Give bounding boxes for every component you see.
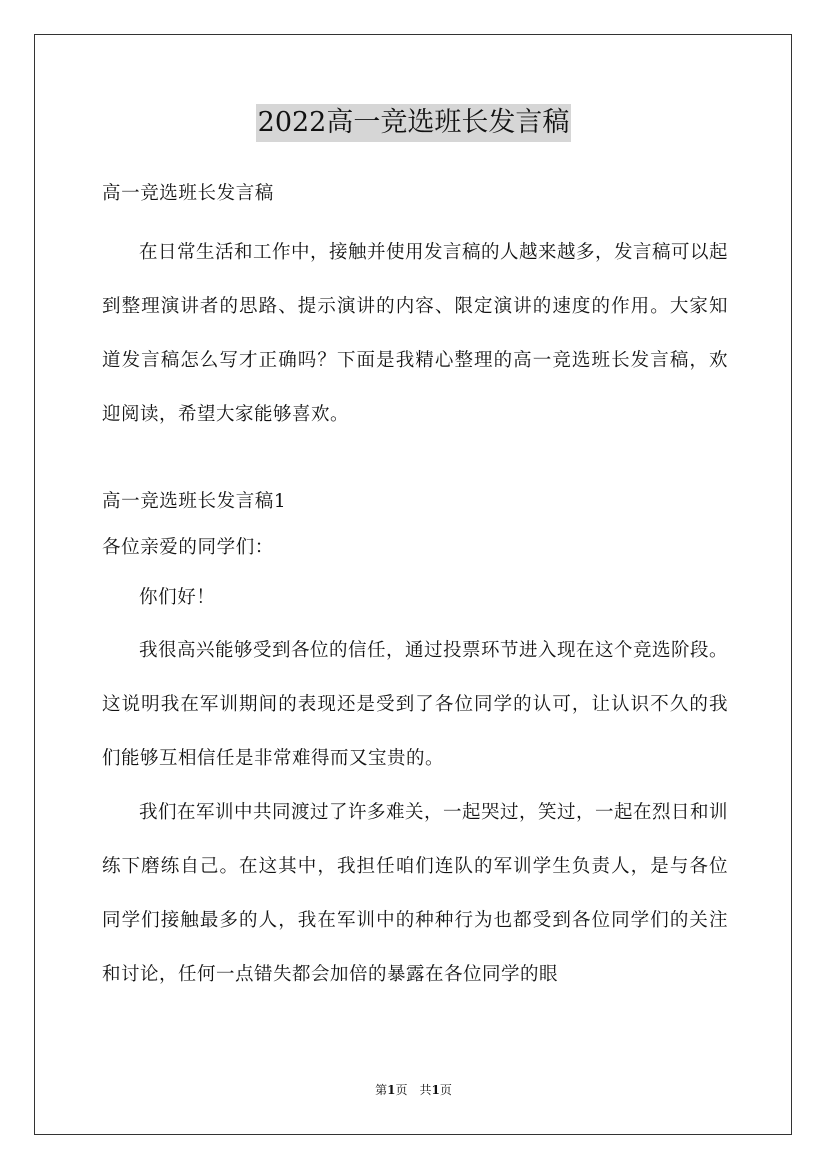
- footer-prefix: 第: [375, 1083, 388, 1097]
- footer-page-number: 1: [387, 1083, 396, 1097]
- page-footer: [0, 1081, 827, 1098]
- footer-suffix: 页: [439, 1083, 452, 1097]
- salutation: 各位亲爱的同学们：: [102, 537, 274, 558]
- footer-mid: 页 共: [395, 1083, 432, 1097]
- greeting: 你们好！: [139, 587, 216, 608]
- footer-page-total: 1: [431, 1083, 440, 1097]
- document-title: [0, 104, 827, 142]
- intro-paragraph: 在日常生活和工作中，接触并使用发言稿的人越来越多，发言稿可以起到整理演讲者的思路、提示演讲的内容、限定演讲的速度的作用。大家知道发言稿怎么写才正确吗？下面是我精心整理的高一竞选班长发言稿，欢迎阅读，希望大家能够喜欢。: [102, 242, 729, 425]
- body-paragraph-1: 我很高兴能够受到各位的信任，通过投票环节进入现在这个竞选阶段。这说明我在军训期间的表现还是受到了各位同学的认可，让认识不久的我们能够互相信任是非常难得而又宝贵的。: [102, 640, 729, 769]
- document-title-text: 2022高一竞选班长发言稿: [256, 104, 572, 142]
- document-subtitle: 高一竞选班长发言稿: [102, 183, 274, 204]
- body-paragraph-2: 我们在军训中共同渡过了许多难关，一起哭过，笑过，一起在烈日和训练下磨练自己。在这其中，我担任咱们连队的军训学生负责人，是与各位同学们接触最多的人，我在军训中的种种行为也都受到各位同学们的关注和讨论，任何一点错失都会加倍的暴露在各位同学的眼: [102, 802, 729, 985]
- document-body: [102, 172, 728, 1002]
- section-title: 高一竞选班长发言稿1: [102, 491, 287, 512]
